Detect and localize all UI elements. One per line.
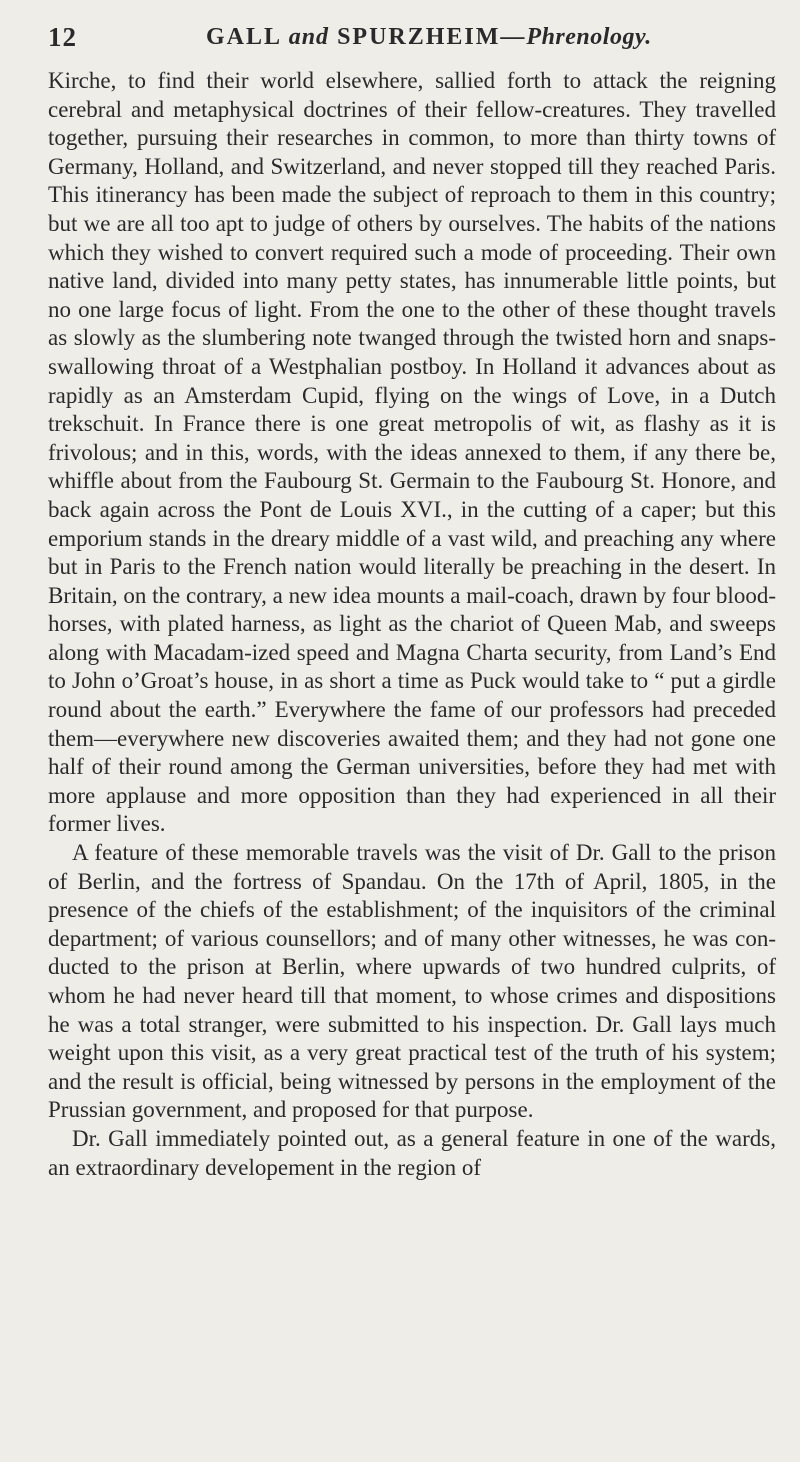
running-title-gall: GALL: [206, 24, 281, 50]
page-number: 12: [48, 22, 77, 52]
running-title-dash: —: [500, 24, 527, 50]
paragraph-2: A feature of these memorable travels was the visit of Dr. Gall to the prison of Berlin, and the fortress of Spandau. On the 17th of April, 1805, in the presence of the chiefs of the establishment; of the inquisitors of the criminal department; of various counsellors; and of many other witnesses, he was con-ducted to the prison at Berlin, where upwards of two hundred culprits, of whom he had never heard till that moment, to whose crimes and dispositions he was a total stranger, were submitted to his inspection. Dr. Gall lays much weight upon this visit, as a very great practical test of the truth of his system; and the result is official, being witnessed by persons in the employment of the Prussian government, and proposed for that purpose.: [48, 840, 776, 1123]
running-title-subject: Phrenology.: [526, 24, 652, 50]
running-title-and: and: [288, 24, 330, 50]
running-title: [206, 24, 652, 51]
paragraph-1: Kirche, to find their world elsewhere, sallied forth to attack the reigning cerebral and metaphysical doctrines of their fellow-creatures. They travelled together, pursuing their researches in common, to more than thirty towns of Germany, Holland, and Switzerland, and never stopped till they reached Paris. This itinerancy has been made the subject of reproach to them in this country; but we are all too apt to judge of others by ourselves. The habits of the nations which they wished to convert required such a mode of proceeding. Their own native land, divided into many petty states, has innumerable little points, but no one large focus of light. From the one to the other of these thought travels as slowly as the slumbering note twanged through the twisted horn and snaps-swallowing throat of a Westphalian postboy. In Holland it advances about as rapidly as an Amsterdam Cupid, flying on the wings of Love, in a Dutch trekschuit. In France there is one great metropolis of wit, as flashy as it is frivolous; and in this, words, with the ideas annexed to them, if any there be, whiffle about from the Faubourg St. Germain to the Faubourg St. Honore, and back again across the Pont de Louis XVI., in the cutting of a caper; but this emporium stands in the dreary middle of a vast wild, and preaching any where but in Paris to the French nation would literally be preaching in the desert. In Britain, on the contrary, a new idea mounts a mail-coach, drawn by four blood-horses, with plated harness, as light as the chariot of Queen Mab, and sweeps along with Macadam-ized speed and Magna Charta security, from Land’s End to John o’Groat’s house, in as short a time as Puck would take to “ put a girdle round about the earth.” Everywhere the fame of our professors had preceded them—everywhere new discoveries awaited them; and they had not gone one half of their round among the German universities, before they had met with more applause and more opposition than they had experienced in all their former lives.: [48, 68, 776, 837]
body-text: [48, 67, 776, 1182]
paragraph-3: Dr. Gall immediately pointed out, as a general feature in one of the wards, an extraordinary developement in the region of: [48, 1125, 776, 1180]
running-head: [48, 22, 768, 62]
running-title-spurzheim: SPURZHEIM: [337, 24, 501, 50]
